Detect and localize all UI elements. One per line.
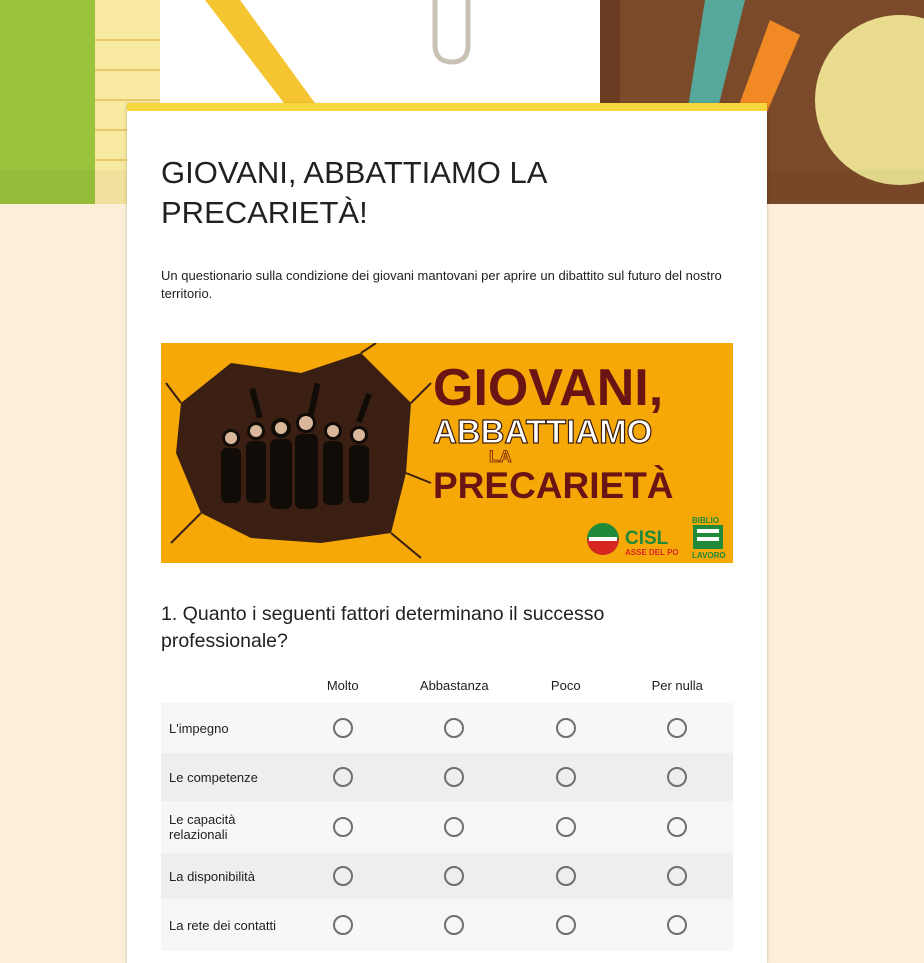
row-label: Le competenze [169,769,258,785]
radio-button[interactable] [667,817,687,837]
radio-button[interactable] [556,915,576,935]
banner-line-2: ABBATTIAMO [433,413,653,450]
grid-row-impegno [161,703,733,753]
radio-button[interactable] [444,718,464,738]
question-title: 1. Quanto i seguenti fattori determinano il successo professionale? [161,603,605,652]
form-title: GIOVANI, ABBATTIAMO LA PRECARIETÀ! [161,155,546,230]
logo-biblio-top: BIBLIO [692,516,720,525]
column-header-poco: Poco [550,677,581,693]
grid-row-rete-contatti [161,899,733,951]
row-label: La disponibilità [169,868,256,884]
radio-button[interactable] [333,767,353,787]
grid-header [161,667,733,703]
radio-button[interactable] [333,866,353,886]
banner-line-3: LA [489,447,512,466]
grid-row-capacita-relazionali [161,801,733,853]
row-label: La rete dei contatti [169,917,276,933]
grid-rows [161,703,733,951]
grid-row-competenze [161,753,733,801]
radio-button[interactable] [333,915,353,935]
row-label: Le capacità relazionali [169,812,236,842]
form-description: Un questionario sulla condizione dei giovani mantovani per aprire un dibattito sul futuro del nostro territorio. [161,268,722,301]
radio-button[interactable] [333,817,353,837]
radio-button[interactable] [556,866,576,886]
logo-biblio-bottom: LAVORO [692,551,726,560]
logo-cisl: CISL [625,528,669,549]
radio-button[interactable] [556,718,576,738]
radio-button[interactable] [444,767,464,787]
radio-button[interactable] [444,915,464,935]
column-header-molto: Molto [326,677,359,693]
radio-button[interactable] [444,817,464,837]
question-grid [161,667,733,951]
form-card [127,103,767,963]
radio-button[interactable] [667,866,687,886]
banner-image [161,343,733,563]
grid-row-disponibilita [161,853,733,899]
radio-button[interactable] [556,767,576,787]
radio-button[interactable] [333,718,353,738]
banner-line-1: GIOVANI, [433,359,664,417]
row-label: L'impegno [169,720,229,736]
logo-cisl-sub: ASSE DEL PO [625,548,679,557]
radio-button[interactable] [667,718,687,738]
radio-button[interactable] [444,866,464,886]
radio-button[interactable] [667,767,687,787]
column-header-abbastanza: Abbastanza [419,677,489,693]
column-header-per-nulla: Per nulla [651,677,703,693]
radio-button[interactable] [556,817,576,837]
radio-button[interactable] [667,915,687,935]
banner-line-4: PRECARIETÀ [433,465,674,506]
